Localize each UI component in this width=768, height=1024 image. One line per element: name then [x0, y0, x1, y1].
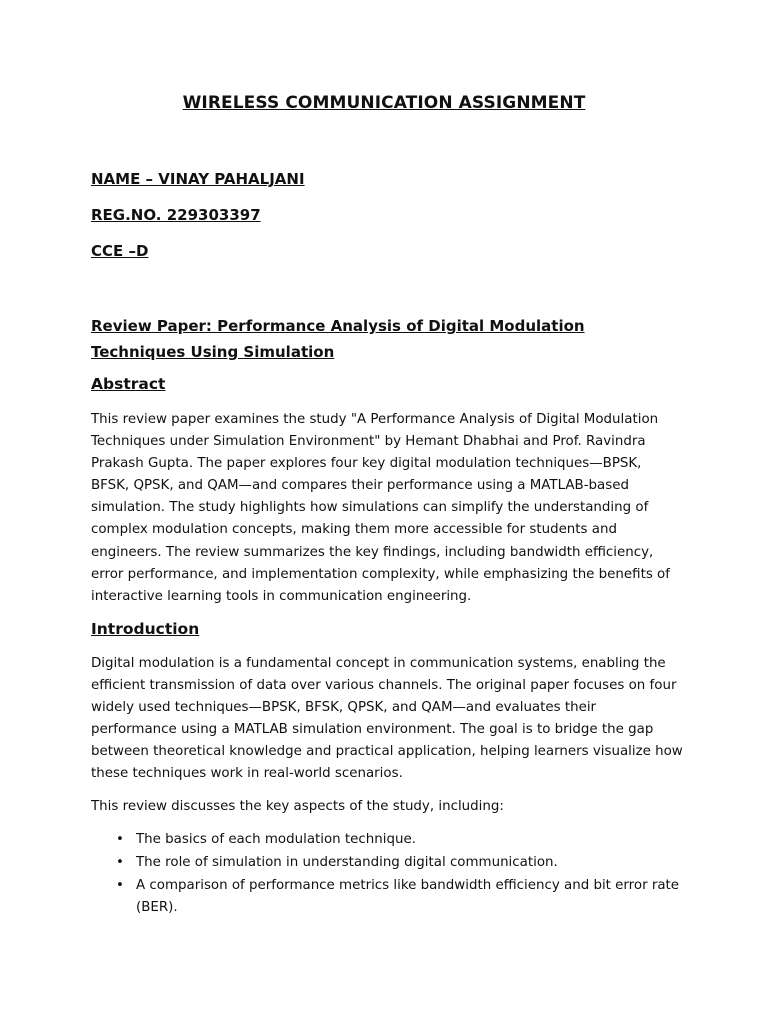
list-item — [91, 875, 683, 919]
registration-number: REG.NO. 229303397 — [91, 206, 261, 224]
bullet-icon: • — [116, 855, 124, 871]
list-item-text: The role of simulation in understanding digital communication. — [136, 855, 558, 871]
class-section: CCE –D — [91, 242, 149, 260]
document-title: WIRELESS COMMUNICATION ASSIGNMENT — [182, 93, 586, 113]
bullet-icon: • — [116, 878, 124, 894]
list-item — [91, 829, 683, 851]
introduction-heading: Introduction — [91, 620, 200, 638]
key-aspects-list — [91, 829, 683, 920]
abstract-text: This review paper examines the study "A Performance Analysis of Digital Modulation Techniques under Simulation Environment" by Hemant Dhabhai and Prof. Ravindra Prakash Gupta. The paper explores four key digital modulation techniques—BPSK, BFSK, QPSK, and QAM—and compares their performance using a MATLAB-based simulation. The study highlights how simulations can simplify the understanding of complex modulation concepts, making them more accessible for students and engineers. The review summarizes the key findings, including bandwidth efficiency, error performance, and implementation complexity, while emphasizing the benefits of interactive learning tools in communication engineering. — [91, 412, 670, 604]
student-name: NAME – VINAY PAHALJANI — [91, 170, 305, 188]
review-paper-title: Review Paper: Performance Analysis of Digital Modulation Techniques Using Simulation — [91, 317, 585, 361]
bullet-icon: • — [116, 832, 124, 847]
introduction-paragraph-1: Digital modulation is a fundamental concept in communication systems, enabling the efficient transmission of data over various channels. The original paper focuses on four widely used techniques—BPSK, BFSK, QPSK, and QAM—and evaluates their performance using a MATLAB simulation environment. The goal is to bridge the gap between theoretical knowledge and practical application, helping learners visualize how these techniques work in real-world scenarios. — [91, 656, 683, 782]
list-item-text: The basics of each modulation technique. — [136, 832, 416, 847]
list-item-text: A comparison of performance metrics like bandwidth efficiency and bit error rate (BER). — [136, 878, 680, 916]
introduction-paragraph-2: This review discusses the key aspects of the study, including: — [91, 799, 504, 814]
list-item — [91, 852, 683, 874]
abstract-heading: Abstract — [91, 375, 166, 393]
